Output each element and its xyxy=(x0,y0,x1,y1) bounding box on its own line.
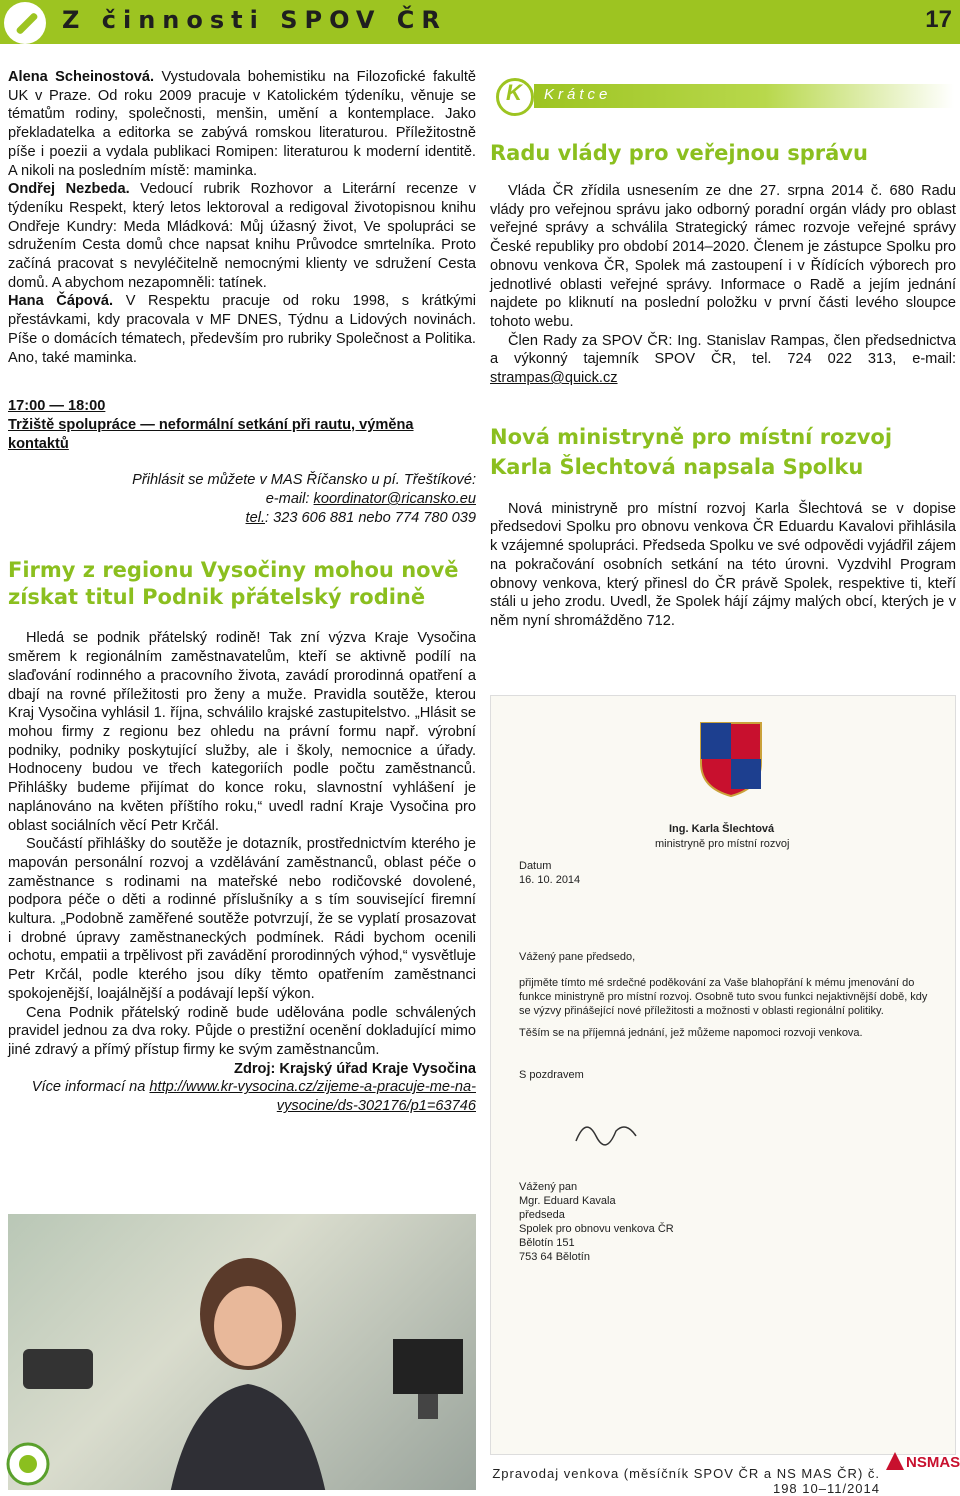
letter-body: přijměte tímto mé srdečné poděkování za Vaše blahopřání k mému jmenování do funkce ministryně pro místní rozvoj. Osobně tuto svou funkci nejaktivnější době, kdy se výzvy přinášející nové příležitosti a možnosti v oblasti regionální politiky. xyxy=(519,977,928,1017)
bio-paragraph xyxy=(8,68,476,180)
tel-label: tel. xyxy=(245,509,265,526)
bio-paragraph xyxy=(8,180,476,292)
spov-badge-icon xyxy=(6,1438,50,1490)
nsmas-logo xyxy=(884,1450,960,1490)
kratce-label: Krátce xyxy=(544,86,612,103)
monitor-icon xyxy=(388,1334,468,1424)
state-emblem-icon xyxy=(691,718,771,798)
letter-address: Spolek pro obnovu venkova ČR xyxy=(519,1223,674,1235)
event-time: 17:00 — 18:00 xyxy=(8,398,106,415)
bio-text: Vedoucí rubrik Rozhovor a Literární recenze v týdeníku Respekt, který letos lektoroval a redigoval životopisnou knihu Ondřeje Kundry: Meda Mládková: Můj úžasný život, Ve spolupráci se sdružením Cesta domů chce napsat knihu Průvodce smrtelníka. Proto začíná pracovat s nevyléčitelně nemocnými klienty ve sdružení Cesta domů. A abychom nezapomněli: tatínek. xyxy=(8,181,476,291)
spov-logo-icon xyxy=(4,2,46,44)
signature-icon xyxy=(571,1111,641,1151)
article-title: Firmy z regionu Vysočiny mohou nově získat titul Podnik přátelský rodině xyxy=(8,558,459,610)
more-info xyxy=(8,1078,476,1115)
nsmas-emblem-icon xyxy=(884,1450,906,1472)
letter-address: 753 64 Bělotín xyxy=(519,1251,590,1263)
registration-email xyxy=(8,490,476,509)
right-column xyxy=(490,70,956,631)
letter-date: 16. 10. 2014 xyxy=(519,874,581,886)
office-photo xyxy=(8,1214,476,1490)
nsmas-text: NSMAS xyxy=(906,1454,960,1471)
email-label: e-mail: xyxy=(265,491,314,508)
event-title: Tržiště spolupráce — neformální setkání při rautu, výměna kontaktů xyxy=(8,416,414,452)
bio-text: V Respektu pracuje od roku 1998, s krátkými přestávkami, kdy pracovala v MF DNES, Týdnu a Lidových novinách. Píše o domácích tématech, především pro rubriky Společnost a Politika. Ano, také maminka. xyxy=(8,293,476,366)
letter-closing: S pozdravem xyxy=(519,1069,584,1081)
member-text: Člen Rady za SPOV ČR: Ing. Stanislav Rampas, člen předsednictva a výkonný tajemník SPOV ČR, tel. 724 022 313, e-mail: xyxy=(490,332,956,368)
kratce-banner xyxy=(490,78,956,114)
email-link[interactable]: strampas@quick.cz xyxy=(490,370,618,387)
article-paragraph: Nová ministryně pro místní rozvoj Karla Šlechtová se v dopise předsedovi Spolku pro obnovu venkova ČR Eduardu Kavalovi přihlásila k vzájemné spolupráci. Předseda Spolku ve své odpovědi vyjádřil zájem na pokračování osobních setkání na této úrovni. Vyzdvihl Program obnovy venkova, který přinesl do ČR právě Spolek, respektive ti, kteří stáli u jeho zrodu. Uvedl, že Spolek hájí zájmy malých obcí, kterých je v něm nyní shromážděno 712. xyxy=(490,500,956,629)
letter-image xyxy=(490,695,956,1455)
article-paragraph: Součástí přihlášky do soutěže je dotazník, prostřednictvím kterého je mapován personální rozvoj a vzdělávání zaměstnanců, oblast péče o zaměstnance s rodinami na mateřské nebo rodičovské dovolené, podpora péče o děti a rodinné příslušníky a s tím související firemní kultura. „Podobně zaměřené soutěže potvrzují, že se vyplatí prosazovat i drobné úpravy zaměstnaneckých podmínek. Rádi bychom ocenili ochotu, empatii a trpělivost při zavádění prorodinných výhod,“ vysvětluje Petr Krčál, podle kterého jsou díky těmto opatřením zaměstnanci spokojenější, loajálnější a podávají lepší výkon. xyxy=(8,836,476,1002)
kratce-label-bar xyxy=(534,84,954,108)
section-title: Z činnosti SPOV ČR xyxy=(62,6,447,34)
bio-name: Hana Čápová. xyxy=(8,293,114,310)
more-info-link[interactable]: http://www.kr-vysocina.cz/zijeme-a-pracuje-me-na-vysocine/ds-302176/p1=63746 xyxy=(149,1079,476,1115)
letter-body: Těším se na příjemná jednání, jež můžeme napomoci rozvoji venkova. xyxy=(519,1027,863,1039)
registration-phone xyxy=(8,509,476,528)
article-paragraph: Vláda ČR zřídila usnesením ze dne 27. srpna 2014 č. 680 Radu vlády pro veřejnou správu jako odborný poradní orgán vlády pro oblast veřejné správy a schválila Strategický rámec rozvoje veřejné správy České republiky pro období 2014–2020. Členem je zástupce Spolku pro obnovu venkova ČR, Spolek má zastoupení i v Řídících výborech pro jednotlivé oblasti veřejné správy. Informace o Radě a jejím jednání najdete po kliknutí na poslední položku v první části levého sloupce tohoto webu. xyxy=(490,183,956,330)
bio-name: Ondřej Nezbeda. xyxy=(8,181,130,198)
letter-date-label: Datum xyxy=(519,860,552,872)
letter-address: Mgr. Eduard Kavala xyxy=(519,1195,616,1207)
article-paragraph: Cena Podnik přátelský rodině bude udělována podle schválených pravidel jednou za dva roky. Půjde o prestižní ocenění dokladující mimo jiné zdravý a přímý přístup firmy ke svým zaměstnancům. xyxy=(8,1004,476,1058)
more-info-label: Více informací na xyxy=(31,1079,150,1096)
email-link[interactable]: koordinator@ricansko.eu xyxy=(313,491,476,508)
letter-address: předseda xyxy=(519,1209,565,1221)
page-header xyxy=(0,0,960,44)
registration-info: Přihlásit se můžete v MAS Říčansko u pí. Třeštíkové: xyxy=(132,472,476,489)
letter-address: Vážený pan xyxy=(519,1181,578,1193)
page-footer: Zpravodaj venkova (měsíčník SPOV ČR a NS MAS ČR) č. 198 10–11/2014 xyxy=(492,1466,880,1496)
letter-address: Bělotín 151 xyxy=(519,1237,575,1249)
k-logo-icon: K xyxy=(496,78,534,116)
letter-salutation: Vážený pane předsedo, xyxy=(519,951,636,963)
bio-paragraph xyxy=(8,292,476,367)
woman-photo-icon xyxy=(128,1244,368,1490)
bio-name: Alena Scheinostová. xyxy=(8,69,155,85)
page-number: 17 xyxy=(925,6,952,33)
article-paragraph: Hledá se podnik přátelský rodině! Tak zní výzva Kraje Vysočina směrem k regionálním zaměstnavatelům, kteří se aktivně podílí na slaďování rodinného a pracovního života, zavádí prorodinná opatření a dbají na rovné příležitosti pro ženy a muže. Pravidla soutěže, kterou Kraj Vysočina vyhlásil 1. října, schválilo krajské zastupitelstvo. „Hlásit se mohou firmy z regionu bez ohledu na právní formu např. výrobní podniky, podniky poskytující služby, ale i školy, nemocnice a úřady. Hodnoceny budou ve třech kategoriích podle počtu zaměstnanců. Přihlášky budeme přijímat do konce roku, slavnostní vyhlášení je naplánováno na květen příštího roku,“ uvedl radní Kraje Vysočina pro oblast sociálních věcí Petr Krčál. xyxy=(8,630,476,834)
event-block xyxy=(8,397,476,527)
letter-sender: Ing. Karla Šlechtová xyxy=(669,823,775,835)
article-title: Nová ministryně pro místní rozvoj Karla Šlechtová napsala Spolku xyxy=(490,424,893,479)
tel-numbers: : 323 606 881 nebo 774 780 039 xyxy=(265,509,476,526)
article-title: Radu vlády pro veřejnou správu xyxy=(490,141,868,165)
article-source: Zdroj: Krajský úřad Kraje Vysočina xyxy=(234,1060,476,1077)
article-paragraph xyxy=(490,332,956,388)
letter-role: ministryně pro místní rozvoj xyxy=(655,838,790,850)
phone-icon xyxy=(18,1334,98,1394)
bio-text: Vystudovala bohemistiku na Filozofické fakultě UK v Praze. Od roku 2009 pracuje v Katolickém týdeníku, věnuje se tématům rodiny, společnosti, menšin, umění a kontemplace. Jako překladatelka a editorka se zabývá romskou literaturou. Příležitostně píše i poezii a vydala publikaci Romipen: literaturou k moderní identitě. A nikoli na posledním místě: maminka. xyxy=(8,69,476,179)
left-column xyxy=(8,68,476,1116)
